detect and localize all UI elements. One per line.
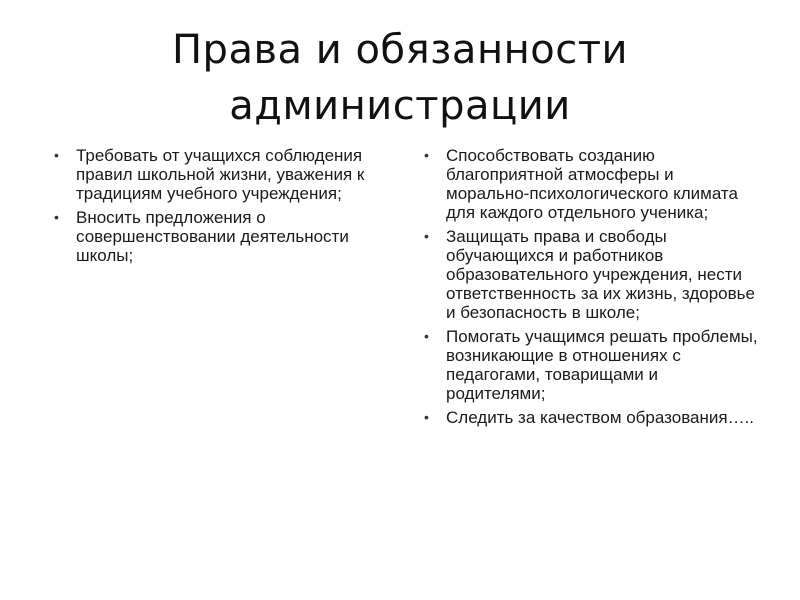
list-item-text: Вносить предложения о совершенствовании деятельности школы; xyxy=(76,208,349,265)
slide-title-line-1: Права и обязанности xyxy=(171,27,629,73)
slide-title xyxy=(0,22,800,134)
list-item xyxy=(420,327,760,403)
bullet-icon: • xyxy=(424,228,429,244)
list-item xyxy=(420,146,760,222)
list-item-text: Требовать от учащихся соблюдения правил школьной жизни, уважения к традициям учебного учреждения; xyxy=(76,146,365,203)
list-item xyxy=(50,208,380,265)
list-item-text: Следить за качеством образования….. xyxy=(446,408,755,427)
bullet-icon: • xyxy=(424,147,429,163)
list-item-text: Защищать права и свободы обучающихся и работников образовательного учреждения, нести ответственность за их жизнь, здоровье и безопасность в школе; xyxy=(446,227,755,322)
bullet-icon: • xyxy=(424,409,429,425)
bullet-icon: • xyxy=(424,328,429,344)
list-item xyxy=(420,408,760,427)
list-item-text: Способствовать созданию благоприятной атмосферы и морально-психологического климата для каждого отдельного ученика; xyxy=(446,146,738,222)
list-item xyxy=(420,227,760,322)
bullet-icon: • xyxy=(54,209,59,225)
list-item xyxy=(50,146,380,203)
bullet-icon: • xyxy=(54,147,59,163)
list-item-text: Помогать учащимся решать проблемы, возникающие в отношениях с педагогами, товарищами и родителями; xyxy=(446,327,758,403)
left-bullet-list xyxy=(50,146,380,270)
slide-title-line-2: администрации xyxy=(229,83,571,129)
right-bullet-list xyxy=(420,146,760,432)
